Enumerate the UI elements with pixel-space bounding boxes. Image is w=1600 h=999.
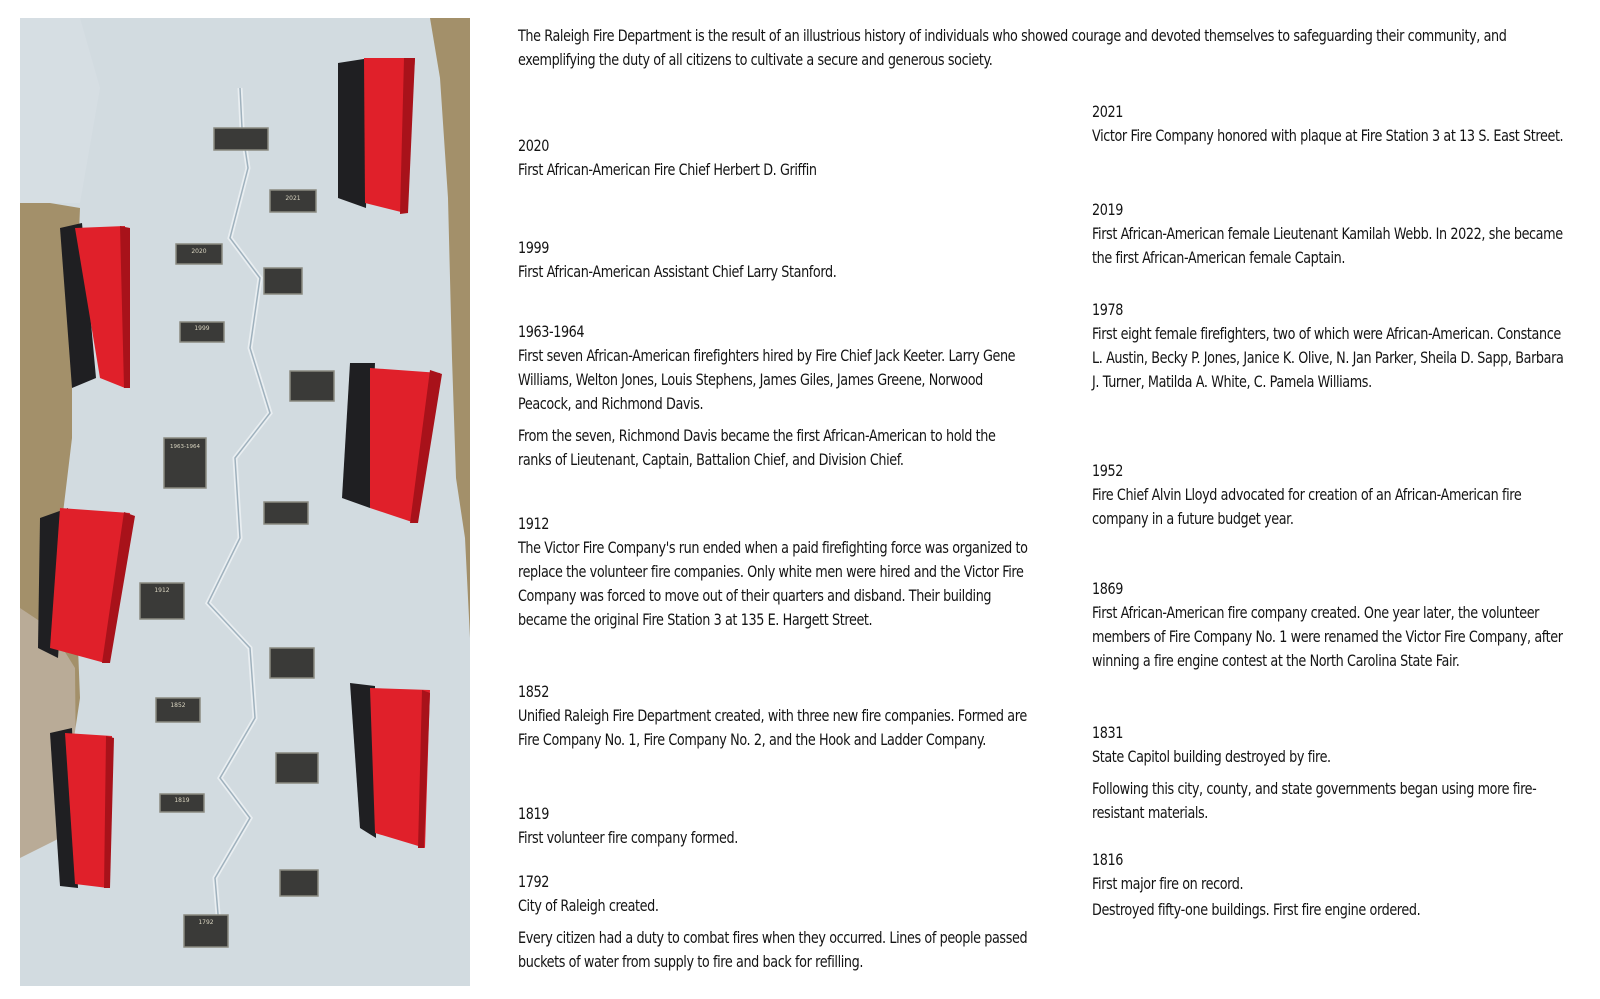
entry-text: Unified Raleigh Fire Department created, with three new fire companies. Formed are Fire Company No. 1, Fire Company No. 2, and the Hook and Ladder Company. [518, 706, 1027, 749]
entry-text: City of Raleigh created. [518, 896, 659, 915]
entry-year: 2019 [1092, 200, 1123, 219]
entry-year: 2020 [518, 136, 549, 155]
timeline-entry-2021 [1092, 100, 1572, 148]
plaque-year: 2021 [285, 195, 301, 202]
plaque [290, 371, 334, 401]
timeline-entry-1869 [1092, 577, 1572, 673]
entry-year: 1912 [518, 514, 549, 533]
entry-text: First eight female firefighters, two of which were African-American. Constance L. Austin, Becky P. Jones, Janice K. Olive, N. Jan Parker, Sheila D. Sapp, Barbara J. Turner, Matilda A. White, C. Pamela Williams. [1092, 324, 1564, 391]
timeline-entry-1999 [518, 236, 1030, 284]
entry-year: 2021 [1092, 102, 1123, 121]
plaque [280, 870, 318, 896]
entry-extra-text: From the seven, Richmond Davis became the first African-American to hold the ranks of Lieutenant, Captain, Battalion Chief, and Division Chief. [518, 426, 996, 469]
plaque-year: 1963-1964 [170, 444, 200, 450]
red-panel [338, 58, 415, 214]
timeline-entry-1816 [1092, 848, 1572, 922]
timeline-entry-1852 [518, 680, 1030, 752]
entry-text: State Capitol building destroyed by fire. [1092, 747, 1331, 766]
plaque-year: 1819 [174, 797, 190, 804]
entry-year: 1978 [1092, 300, 1123, 319]
plaque-year: 1912 [154, 587, 170, 594]
intro-paragraph: The Raleigh Fire Department is the result of an illustrious history of individuals who showed courage and devoted themselves to safeguarding their community, and exemplifying the duty of all citizens to cultivate a secure and generous society. [518, 26, 1507, 69]
memorial-aerial-photo [20, 18, 470, 986]
red-panel [350, 683, 430, 848]
plaque [264, 502, 308, 524]
entry-text: First African-American Fire Chief Herbert D. Griffin [518, 160, 817, 179]
plaque [164, 438, 206, 488]
entry-text: First volunteer fire company formed. [518, 828, 738, 847]
plaque [156, 698, 200, 722]
plaque [184, 915, 228, 947]
entry-text: First African-American fire company created. One year later, the volunteer members of Fire Company No. 1 were renamed the Victor Fire Company, after winning a fire engine contest at the North Carolina State Fair. [1092, 603, 1563, 670]
plaque-year: 1792 [198, 919, 214, 926]
entry-year: 1819 [518, 804, 549, 823]
plaque [270, 648, 314, 678]
entry-text: First seven African-American firefighters hired by Fire Chief Jack Keeter. Larry Gene Williams, Welton Jones, Louis Stephens, James Giles, James Greene, Norwood Peacock, and Richmond Davis. [518, 346, 1016, 413]
timeline-entry-1792 [518, 870, 1030, 974]
entry-extra-text: Every citizen had a duty to combat fires when they occurred. Lines of people passed buckets of water from supply to fire and back for refilling. [518, 928, 1028, 971]
entry-year: 1869 [1092, 579, 1123, 598]
plaque [160, 794, 204, 812]
memorial-illustration [20, 18, 470, 986]
plaque [176, 244, 222, 264]
plaque-year: 1852 [170, 702, 186, 709]
timeline-entry-2019 [1092, 198, 1572, 270]
timeline-entry-1819 [518, 802, 1030, 850]
plaque [140, 583, 184, 619]
entry-text: First major fire on record. [1092, 874, 1244, 893]
entry-text: Fire Chief Alvin Lloyd advocated for creation of an African-American fire company in a future budget year. [1092, 485, 1522, 528]
entry-year: 1999 [518, 238, 549, 257]
plaque-year: 2020 [191, 248, 207, 255]
timeline-entry-1912 [518, 512, 1030, 632]
entry-year: 1816 [1092, 850, 1123, 869]
entry-text: First African-American Assistant Chief Larry Stanford. [518, 262, 837, 281]
timeline-entry-2020 [518, 134, 1030, 182]
plaque [180, 322, 224, 342]
entry-year: 1792 [518, 872, 549, 891]
entry-text: First African-American female Lieutenant Kamilah Webb. In 2022, she became the first African-American female Captain. [1092, 224, 1563, 267]
entry-year: 1852 [518, 682, 549, 701]
timeline-entry-1963-1964 [518, 320, 1030, 472]
plaque [276, 753, 318, 783]
plaque [270, 190, 316, 212]
entry-year: 1952 [1092, 461, 1123, 480]
entry-extra-text: Following this city, county, and state governments began using more fire-resistant materials. [1092, 779, 1537, 822]
entry-year: 1831 [1092, 723, 1123, 742]
plaque [264, 268, 302, 294]
timeline-entry-1831 [1092, 721, 1572, 825]
entry-year: 1963-1964 [518, 322, 585, 341]
plaque [214, 128, 268, 150]
entry-text: Victor Fire Company honored with plaque at Fire Station 3 at 13 S. East Street. [1092, 126, 1564, 145]
entry-text: The Victor Fire Company's run ended when a paid firefighting force was organized to replace the volunteer fire companies. Only white men were hired and the Victor Fire Company was forced to move out of their quarters and disband. Their building became the original Fire Station 3 at 135 E. Hargett Street. [518, 538, 1028, 629]
entry-extra-text: Destroyed fifty-one buildings. First fire engine ordered. [1092, 900, 1421, 919]
red-panel [50, 728, 114, 888]
plaque-year: 1999 [194, 325, 210, 332]
timeline-entry-1978 [1092, 298, 1572, 394]
timeline-entry-1952 [1092, 459, 1572, 531]
